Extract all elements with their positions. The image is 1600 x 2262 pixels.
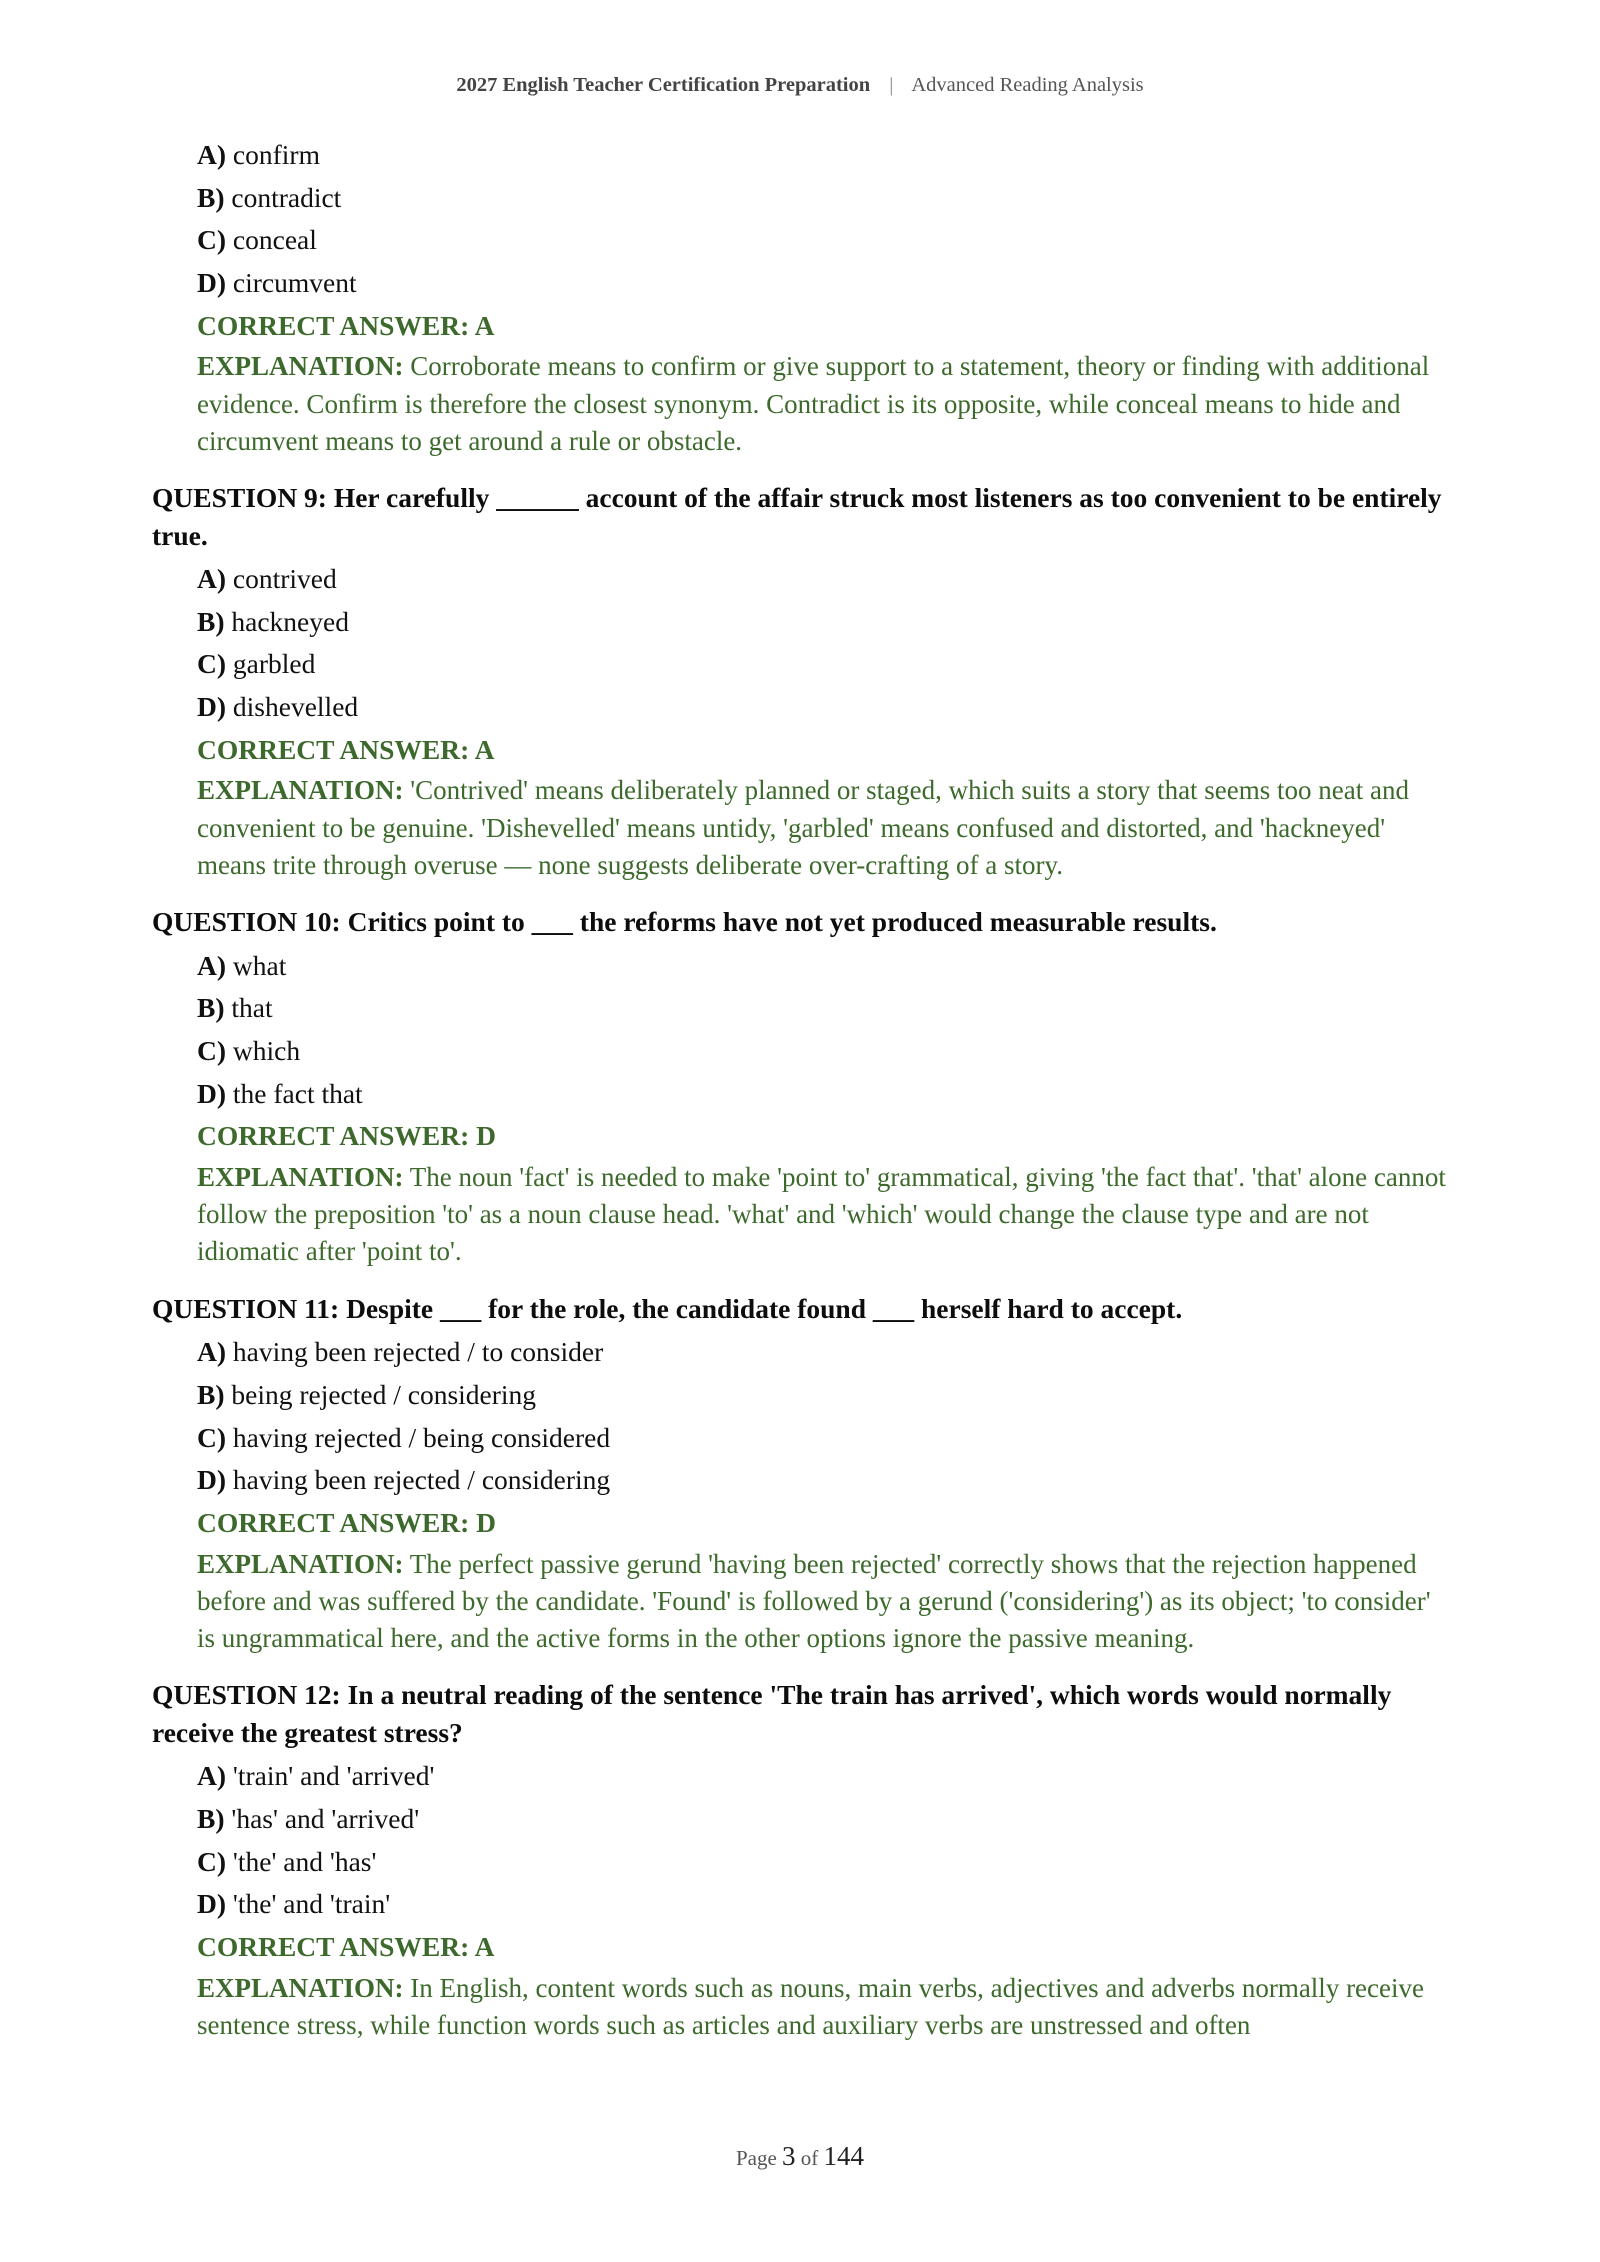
- question-answers: [197, 945, 1452, 1271]
- header-separator: |: [889, 74, 894, 96]
- question-answers: [197, 1755, 1452, 2044]
- header-subtitle: Advanced Reading Analysis: [911, 74, 1144, 96]
- running-header: [0, 74, 1600, 97]
- total-pages: 144: [823, 2141, 865, 2171]
- option-text: conceal: [232, 224, 317, 256]
- explanation-text: In English, content words such as nouns, main verbs, adjectives and adverbs normally receive sentence stress, while function words such as articles and auxiliary verbs are unstressed and often: [197, 1972, 1424, 2040]
- option-text: circumvent: [232, 267, 357, 299]
- page-of-label: of: [800, 2146, 819, 2170]
- option-text: having been rejected / considering: [232, 1464, 611, 1496]
- answer-option: [197, 601, 1452, 644]
- option-text: confirm: [232, 139, 320, 170]
- option-letter: A): [197, 139, 227, 170]
- explanation-text: Corroborate means to confirm or give support to a statement, theory or finding with additional evidence. Confirm is therefore the closest synonym. Contradict is its opposite, while conceal means to hide and circumvent means to get around a rule or obstacle.: [197, 351, 1430, 456]
- option-letter: C): [197, 1845, 227, 1877]
- question-prompt: QUESTION 11: Despite ___ for the role, the candidate found ___ herself hard to accept.: [152, 1292, 1183, 1324]
- correct-answer: CORRECT ANSWER: A: [197, 309, 495, 341]
- option-text: that: [231, 992, 273, 1024]
- question-answers: [197, 1331, 1452, 1657]
- answer-option: [197, 1417, 1452, 1460]
- option-letter: D): [197, 1464, 227, 1496]
- option-text: having been rejected / to consider: [232, 1336, 604, 1368]
- option-letter: D): [197, 1888, 227, 1920]
- answer-option: [197, 134, 1452, 177]
- answer-option: [197, 558, 1452, 601]
- option-text: dishevelled: [232, 691, 359, 723]
- option-text: 'the' and 'train': [232, 1888, 391, 1920]
- answer-option: [197, 1841, 1452, 1884]
- option-letter: A): [197, 1336, 227, 1368]
- option-letter: A): [197, 949, 227, 981]
- option-text: hackneyed: [231, 605, 349, 637]
- option-letter: D): [197, 267, 227, 299]
- option-letter: A): [197, 563, 227, 595]
- explanation: [197, 772, 1452, 884]
- answer-option: [197, 1374, 1452, 1417]
- answer-option: [197, 1459, 1452, 1502]
- explanation: [197, 1159, 1452, 1271]
- answer-option: [197, 262, 1452, 305]
- explanation-label: EXPLANATION:: [197, 775, 404, 806]
- header-title: 2027 English Teacher Certification Preparation: [456, 74, 871, 96]
- answer-option: [197, 1073, 1452, 1116]
- answer-option: [197, 1883, 1452, 1926]
- correct-answer: CORRECT ANSWER: A: [197, 1930, 495, 1962]
- explanation-label: EXPLANATION:: [197, 1972, 404, 2003]
- explanation-text: 'Contrived' means deliberately planned or staged, which suits a story that seems too neat and convenient to be genuine. 'Dishevelled' means untidy, 'garbled' means confused and distorted, and 'hackneyed' means trite through overuse — none suggests deliberate over-crafting of a story.: [197, 775, 1409, 880]
- option-letter: D): [197, 691, 227, 723]
- option-letter: C): [197, 1421, 227, 1453]
- option-letter: B): [197, 181, 225, 213]
- explanation: [197, 1970, 1452, 2044]
- answer-option: [197, 945, 1452, 988]
- explanation-text: The perfect passive gerund 'having been rejected' correctly shows that the rejection happened before and was suffered by the candidate. 'Found' is followed by a gerund ('considering') as its object; 'to consider' is ungrammatical here, and the active forms in the other options ignore the passive meaning.: [197, 1548, 1431, 1653]
- answer-option: [197, 1331, 1452, 1374]
- option-text: 'the' and 'has': [232, 1845, 377, 1877]
- option-letter: B): [197, 1802, 225, 1834]
- explanation-label: EXPLANATION:: [197, 1162, 404, 1193]
- option-text: being rejected / considering: [231, 1378, 537, 1410]
- question-prompt: QUESTION 12: In a neutral reading of the sentence 'The train has arrived', which words would normally receive the greatest stress?: [152, 1679, 1392, 1748]
- option-letter: C): [197, 648, 227, 680]
- option-text: garbled: [232, 648, 316, 680]
- explanation: [197, 1546, 1452, 1658]
- correct-answer: CORRECT ANSWER: D: [197, 1120, 496, 1152]
- correct-answer: CORRECT ANSWER: A: [197, 733, 495, 765]
- carryover-answers: [197, 134, 1452, 460]
- option-text: the fact that: [232, 1077, 363, 1109]
- answer-option: [197, 219, 1452, 262]
- option-letter: C): [197, 224, 227, 256]
- option-text: what: [232, 949, 287, 981]
- answer-option: [197, 1798, 1452, 1841]
- answer-option: [197, 1755, 1452, 1798]
- option-text: contrived: [232, 563, 337, 595]
- option-text: which: [232, 1034, 301, 1066]
- option-text: 'has' and 'arrived': [231, 1802, 420, 1834]
- explanation-text: The noun 'fact' is needed to make 'point to' grammatical, giving 'the fact that'. 'that' alone cannot follow the preposition 'to' as a noun clause head. 'what' and 'which' would change the clause type and are not idiomatic after 'point to'.: [197, 1162, 1446, 1267]
- explanation: [197, 348, 1452, 460]
- page-label: Page: [735, 2146, 777, 2170]
- page-number: [0, 2141, 1600, 2172]
- option-letter: B): [197, 992, 225, 1024]
- option-letter: B): [197, 605, 225, 637]
- option-letter: A): [197, 1760, 227, 1792]
- question-prompt: QUESTION 9: Her carefully ______ account of the affair struck most listeners as too convenient to be entirely true.: [152, 482, 1442, 551]
- current-page: 3: [782, 2141, 796, 2171]
- answer-option: [197, 987, 1452, 1030]
- explanation-label: EXPLANATION:: [197, 351, 404, 382]
- answer-option: [197, 1030, 1452, 1073]
- option-letter: B): [197, 1378, 225, 1410]
- option-text: 'train' and 'arrived': [232, 1760, 435, 1792]
- option-text: having rejected / being considered: [232, 1421, 611, 1453]
- explanation-label: EXPLANATION:: [197, 1548, 404, 1579]
- answer-option: [197, 686, 1452, 729]
- correct-answer: CORRECT ANSWER: D: [197, 1506, 496, 1538]
- option-letter: D): [197, 1077, 227, 1109]
- question-answers: [197, 558, 1452, 884]
- option-letter: C): [197, 1034, 227, 1066]
- page-content: [152, 134, 1452, 2044]
- answer-option: [197, 177, 1452, 220]
- question-prompt: QUESTION 10: Critics point to ___ the reforms have not yet produced measurable results.: [152, 906, 1217, 938]
- answer-option: [197, 643, 1452, 686]
- option-text: contradict: [231, 181, 342, 213]
